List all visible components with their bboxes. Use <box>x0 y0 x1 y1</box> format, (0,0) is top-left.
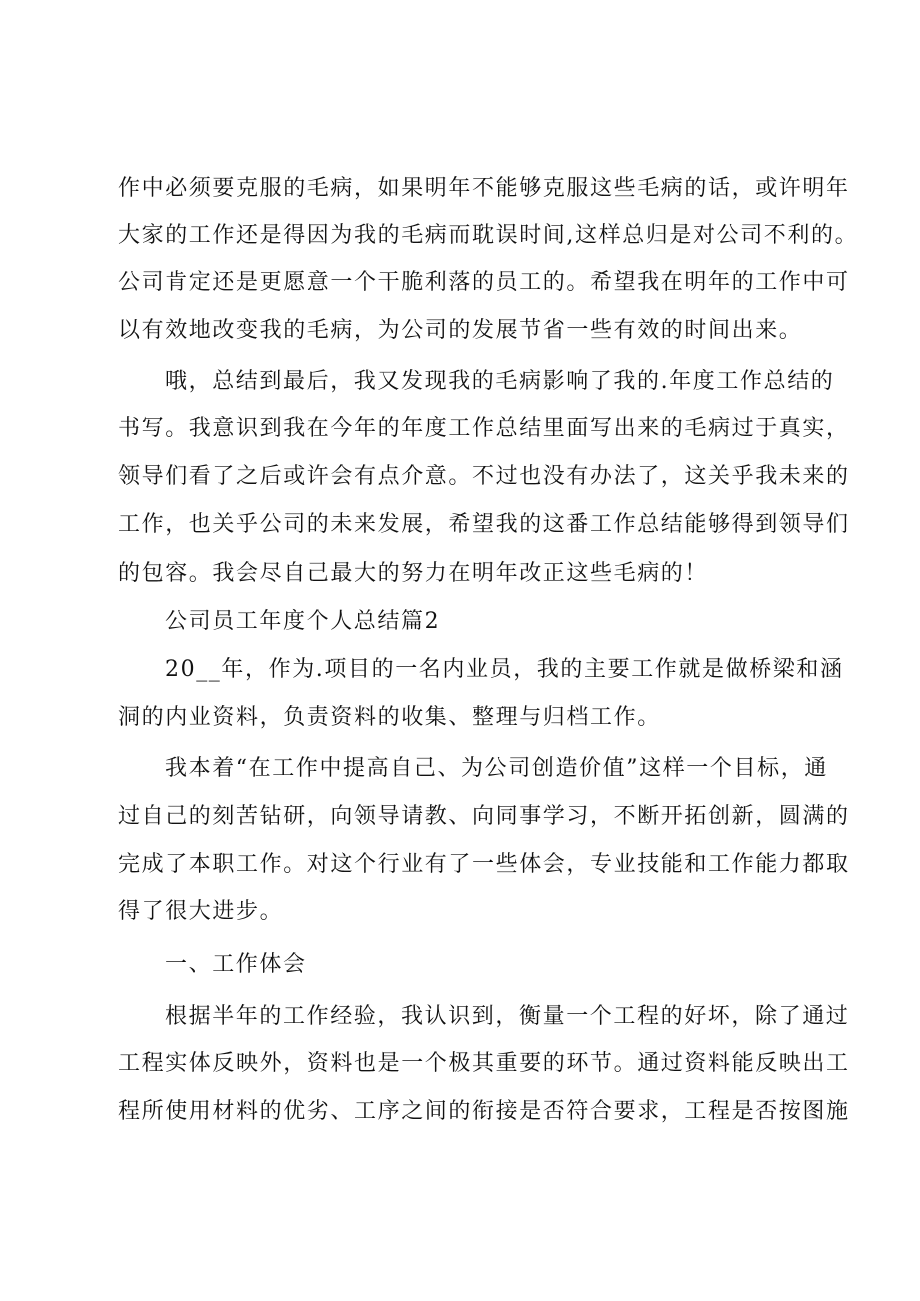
body-text-line: 公司肯定还是更愿意一个干脆利落的员工的。希望我在明年的工作中可 <box>118 270 850 295</box>
body-text-line: 作中必须要克服的毛病，如果明年不能够克服这些毛病的话，或许明年 <box>118 176 850 201</box>
body-text-line: 哦，总结到最后，我又发现我的毛病影响了我的.年度工作总结的 <box>165 369 835 394</box>
body-text-line: 我本着“在工作中提高自己、为公司创造价值”这样一个目标，通 <box>165 756 828 781</box>
body-text-line: 得了很大进步。 <box>118 899 284 924</box>
body-text-line: 书写。我意识到我在今年的年度工作总结里面写出来的毛病过于真实， <box>118 416 850 441</box>
body-text-line: 的包容。我会尽自己最大的努力在明年改正这些毛病的！ <box>118 561 709 586</box>
body-text-line: 根据半年的工作经验，我认识到，衡量一个工程的好坏，除了通过 <box>165 1004 850 1029</box>
body-text-line: 程所使用材料的优劣、工序之间的衔接是否符合要求，工程是否按图施 <box>118 1099 850 1124</box>
body-text-line: 完成了本职工作。对这个行业有了一些体会，专业技能和工作能力都取 <box>118 852 850 877</box>
body-text-line: 20__年，作为.项目的一名内业员，我的主要工作就是做桥梁和涵 <box>165 657 844 682</box>
section-title: 公司员工年度个人总结篇2 <box>165 609 441 634</box>
body-text-line: 工作，也关乎公司的未来发展，希望我的这番工作总结能够得到领导们 <box>118 512 850 537</box>
body-text-line: 过自己的刻苦钻研，向领导请教、向同事学习，不断开拓创新，圆满的 <box>118 804 850 829</box>
body-text-line: 工程实体反映外，资料也是一个极其重要的环节。通过资料能反映出工 <box>118 1051 850 1076</box>
body-text-line: 以有效地改变我的毛病，为公司的发展节省一些有效的时间出来。 <box>118 318 803 343</box>
body-text-line: 大家的工作还是得因为我的毛病而耽误时间,这样总归是对公司不利的。 <box>118 223 859 248</box>
subsection-heading: 一、工作体会 <box>165 952 307 977</box>
body-text-line: 领导们看了之后或许会有点介意。不过也没有办法了，这关乎我未来的 <box>118 464 850 489</box>
body-text-line: 洞的内业资料，负责资料的收集、整理与归档工作。 <box>118 705 661 730</box>
